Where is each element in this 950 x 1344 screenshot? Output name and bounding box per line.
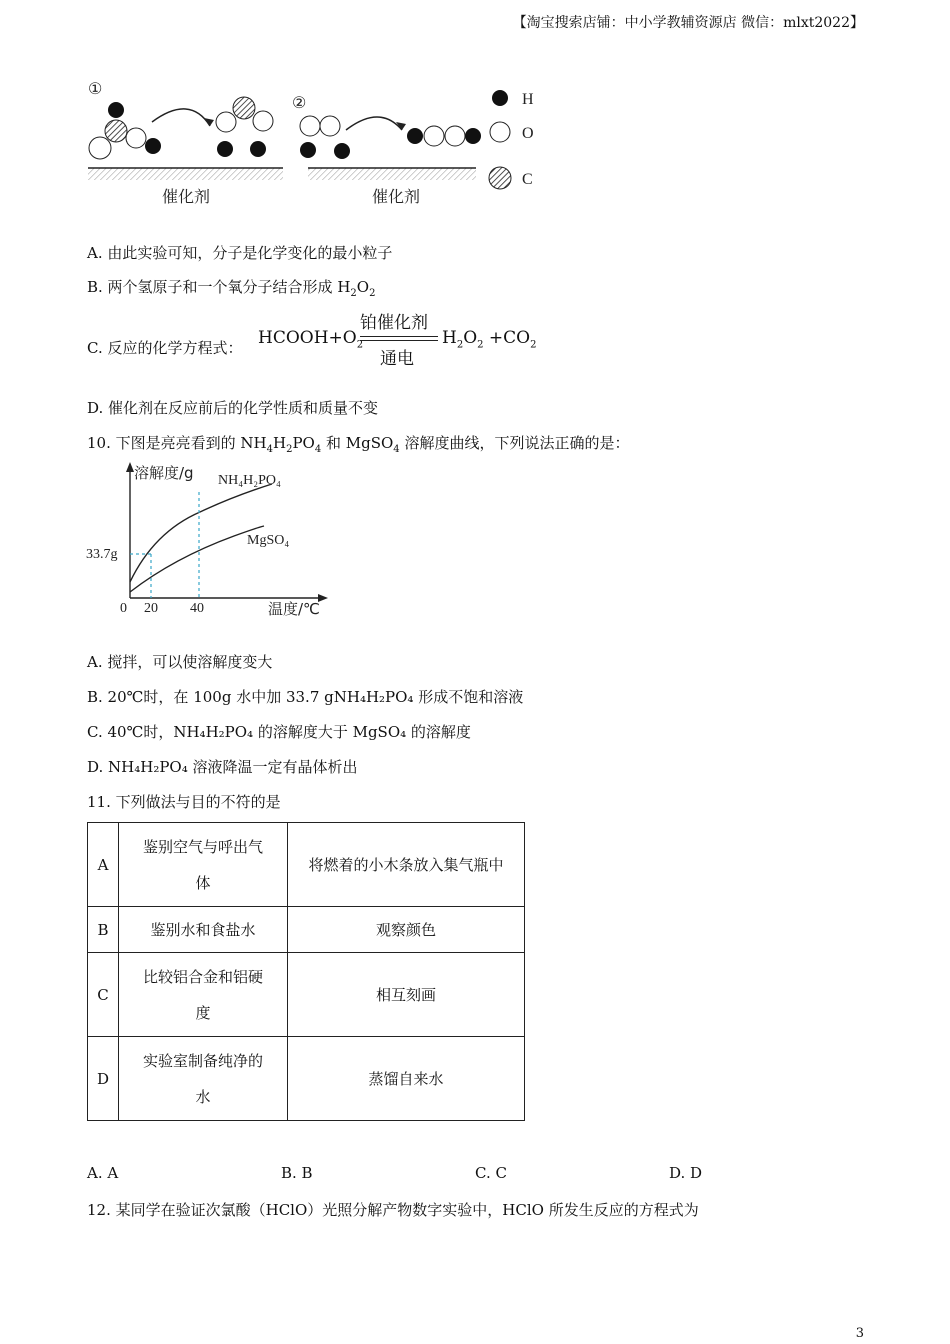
x-tick-20: 20 (144, 601, 158, 616)
row-key: B (88, 907, 119, 953)
table-row (88, 1037, 525, 1121)
x-tick-40: 40 (190, 601, 204, 616)
figure-legend (489, 90, 534, 189)
catalyst-surface-2 (308, 168, 476, 180)
q9-option-c-prefix: C. 反应的化学方程式： (87, 339, 243, 357)
q11-choice-d: D. D (669, 1164, 703, 1182)
row-method: 观察颜色 (288, 907, 525, 953)
catalyst-reaction-figure (80, 74, 550, 214)
y-axis-label: 溶解度/g (134, 464, 194, 482)
panel1-before-molecule (89, 102, 161, 159)
label-1: ① (88, 81, 103, 98)
series-mgso4-label: MgSO₄ (247, 533, 290, 548)
svg-text:O: O (522, 125, 534, 142)
row-method: 相互刻画 (288, 953, 525, 1037)
row-purpose: 实验室制备纯净的 水 (119, 1037, 288, 1121)
q10-stem: 10. 下图是亮亮看到的 $NH_4H_2PO_4$ 和 MgSO$_4$ 溶解度曲线，下列说法正确的是： (87, 434, 630, 455)
q10-option-c: C. 40℃时，NH₄H₂PO₄ 的溶解度大于 MgSO₄ 的溶解度 (87, 723, 471, 741)
catalyst-label-1: 催化剂 (162, 187, 211, 206)
x-axis-label: 温度/℃ (268, 600, 320, 618)
row-key: D (88, 1037, 119, 1121)
table-row (88, 823, 525, 907)
solubility-chart (84, 460, 344, 620)
equation-double-line (360, 336, 438, 337)
q11-stem: 11. 下列做法与目的不符的是 (87, 793, 281, 811)
catalyst-surface-1 (88, 168, 283, 180)
q10-option-d: D. NH₄H₂PO₄ 溶液降温一定有晶体析出 (87, 758, 358, 776)
panel2-before-molecule (300, 116, 350, 159)
catalyst-label-2: 催化剂 (372, 187, 421, 206)
table-row (88, 907, 525, 953)
panel2-after-molecule (407, 126, 481, 146)
equation-right: $H_2O_2 +CO_2$ (442, 328, 537, 351)
equation-condition-bottom: 通电 (380, 349, 414, 369)
x-tick-0: 0 (120, 601, 127, 616)
table-row (88, 953, 525, 1037)
q11-choice-c: C. C (475, 1164, 507, 1182)
equation-condition-top: 铂催化剂 (360, 313, 428, 333)
row-purpose: 比较铝合金和铝硬 度 (119, 953, 288, 1037)
arrow-1 (152, 109, 210, 126)
q11-choice-b: B. B (281, 1164, 313, 1182)
page-number: 3 (855, 1326, 864, 1341)
row-purpose: 鉴别水和食盐水 (119, 907, 288, 953)
series-mgso4-curve (130, 526, 264, 592)
q10-option-a: A. 搅拌，可以使溶解度变大 (87, 653, 273, 671)
q11-choice-a: A. A (87, 1164, 119, 1182)
row-purpose: 鉴别空气与呼出气 体 (119, 823, 288, 907)
series-nh4h2po4-label: NH₄H₂PO₄ (218, 473, 281, 488)
equation-left: $HCOOH+O_2$ (258, 328, 364, 351)
q9-option-a: A. 由此实验可知，分子是化学变化的最小粒子 (87, 244, 393, 262)
q10-option-b: B. 20℃时，在 100g 水中加 33.7 gNH₄H₂PO₄ 形成不饱和溶液 (87, 688, 524, 706)
svg-text:C: C (522, 171, 533, 188)
page-header: 【淘宝搜索店铺：中小学教辅资源店 微信：mlxt2022】 (512, 15, 864, 31)
row-key: C (88, 953, 119, 1037)
q11-table (87, 822, 525, 1121)
panel1-after-molecule (216, 97, 273, 157)
row-key: A (88, 823, 119, 907)
svg-text:H: H (522, 91, 534, 108)
q9-option-b: B. 两个氢原子和一个氧分子结合形成 $H_2O_2$ (87, 278, 376, 299)
row-method: 将燃着的小木条放入集气瓶中 (288, 823, 525, 907)
row-method: 蒸馏自来水 (288, 1037, 525, 1121)
arrow-2 (346, 117, 402, 130)
label-2: ② (292, 95, 307, 112)
q9-option-d: D. 催化剂在反应前后的化学性质和质量不变 (87, 399, 379, 417)
q12-stem: 12. 某同学在验证次氯酸（HClO）光照分解产物数字实验中，HClO 所发生反应的方程式为 (87, 1201, 699, 1219)
y-tick-33-7: 33.7g (86, 547, 118, 562)
